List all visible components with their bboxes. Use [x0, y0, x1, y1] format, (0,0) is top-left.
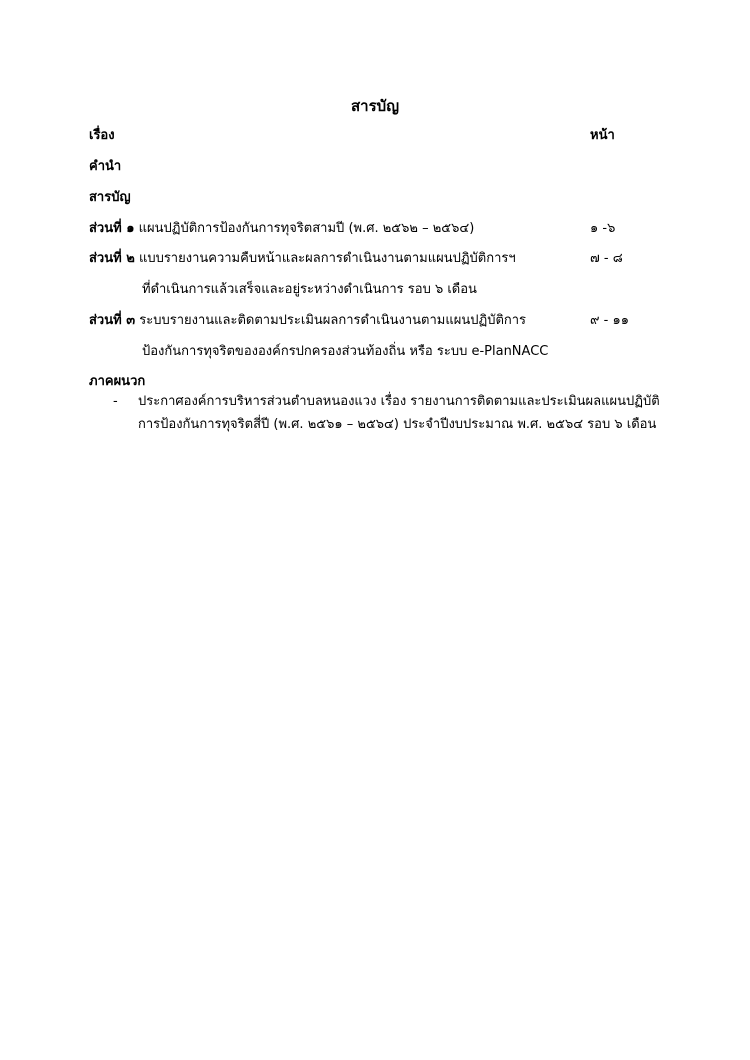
appendix-heading: ภาคผนวก — [89, 374, 146, 389]
section-2-text: แบบรายงานความคืบหน้าและผลการดำเนินงานตามแผนปฏิบัติการฯ — [138, 251, 516, 266]
section-3-entry — [89, 311, 526, 331]
section-3-continuation: ป้องกันการทุจริตขององค์กรปกครองส่วนท้องถิ่น หรือ ระบบ e-PlanNACC — [142, 344, 549, 359]
page-title: สารบัญ — [351, 97, 399, 115]
preface-entry: คำนำ — [89, 159, 122, 174]
contents-entry: สารบัญ — [89, 190, 131, 205]
section-3-text: ระบบรายงานและติดตามประเมินผลการดำเนินงานตามแผนปฏิบัติการ — [139, 313, 527, 328]
section-2-continuation: ที่ดำเนินการแล้วเสร็จและอยู่ระหว่างดำเนินการ รอบ ๖ เดือน — [142, 282, 477, 297]
appendix-bullet: - — [113, 394, 118, 409]
section-1-text: แผนปฏิบัติการป้องกันการทุจริตสามปี (พ.ศ. ๒๕๖๒ – ๒๕๖๔) — [138, 221, 475, 236]
section-2-pages: ๗ - ๘ — [590, 251, 623, 266]
section-2-label: ส่วนที่ ๒ — [89, 251, 135, 266]
section-1-pages: ๑ -๖ — [590, 221, 616, 236]
page-header: หน้า — [590, 128, 615, 143]
section-3-pages: ๙ - ๑๑ — [590, 313, 629, 328]
section-3-label: ส่วนที่ ๓ — [89, 313, 136, 328]
section-1-entry — [89, 219, 474, 239]
section-2-entry — [89, 249, 516, 269]
topic-header: เรื่อง — [89, 128, 115, 143]
section-1-label: ส่วนที่ ๑ — [89, 221, 135, 236]
appendix-item: ประกาศองค์การบริหารส่วนตำบลหนองแวง เรื่อง รายงานการติดตามและประเมินผลแผนปฏิบัติการป้องกันการทุจริตสี่ปี (พ.ศ. ๒๕๖๑ – ๒๕๖๔) ประจำปีงบประมาณ พ.ศ. ๒๕๖๔ รอบ ๖ เดือน — [138, 394, 660, 432]
